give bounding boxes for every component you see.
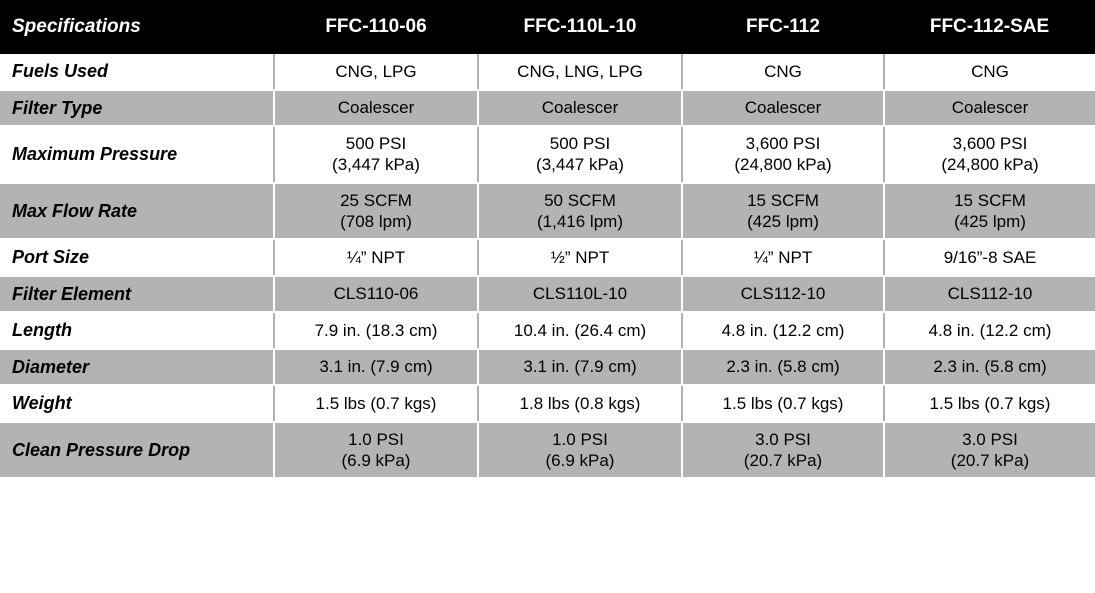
table-cell	[884, 90, 1095, 127]
table-cell	[478, 90, 682, 127]
cell-primary-value: ¼” NPT	[346, 247, 406, 267]
table-cell	[884, 312, 1095, 349]
header-column-2: FFC-110L-10	[478, 0, 682, 54]
table-row	[0, 239, 1095, 276]
cell-primary-value: 1.8 lbs (0.8 kgs)	[519, 393, 641, 413]
table-row	[0, 90, 1095, 127]
table-cell	[478, 54, 682, 90]
table-cell	[274, 126, 478, 183]
cell-primary-value: 15 SCFM	[954, 190, 1026, 210]
table-cell	[682, 183, 884, 240]
table-cell	[274, 54, 478, 90]
row-label: Length	[0, 312, 274, 349]
cell-primary-value: 500 PSI	[345, 134, 407, 153]
cell-primary-value: 9/16”-8 SAE	[943, 247, 1037, 267]
table-cell	[682, 126, 884, 183]
table-cell	[478, 312, 682, 349]
table-cell	[884, 183, 1095, 240]
cell-primary-value: CNG	[971, 61, 1009, 81]
table-cell	[274, 276, 478, 313]
cell-secondary-value: (6.9 kPa)	[341, 450, 411, 470]
row-label: Port Size	[0, 239, 274, 276]
table-cell	[884, 54, 1095, 90]
row-label: Filter Element	[0, 276, 274, 313]
table-cell	[274, 239, 478, 276]
cell-secondary-value: (708 lpm)	[340, 211, 412, 231]
table-body	[0, 54, 1095, 478]
cell-primary-value: 1.0 PSI	[348, 429, 404, 449]
row-label: Fuels Used	[0, 54, 274, 90]
table-row	[0, 54, 1095, 90]
cell-primary-value: 1.5 lbs (0.7 kgs)	[929, 393, 1051, 413]
table-cell	[274, 183, 478, 240]
cell-primary-value: ½” NPT	[550, 247, 610, 267]
table-row	[0, 276, 1095, 313]
cell-primary-value: CLS112-10	[740, 284, 826, 304]
cell-primary-value: 4.8 in. (12.2 cm)	[928, 320, 1052, 340]
cell-primary-value: Coalescer	[951, 98, 1029, 118]
table-cell	[682, 312, 884, 349]
table-row	[0, 385, 1095, 422]
cell-secondary-value: (24,800 kPa)	[941, 155, 1039, 175]
table-cell	[478, 385, 682, 422]
cell-primary-value: 2.3 in. (5.8 cm)	[933, 357, 1047, 377]
cell-primary-value: 3.0 PSI	[755, 429, 811, 449]
cell-secondary-value: (3,447 kPa)	[536, 155, 624, 175]
header-row	[0, 0, 1095, 54]
cell-primary-value: 4.8 in. (12.2 cm)	[721, 320, 845, 340]
cell-primary-value: 3.1 in. (7.9 cm)	[523, 357, 637, 377]
cell-primary-value: CNG, LPG	[335, 61, 417, 81]
cell-primary-value: Coalescer	[541, 98, 619, 118]
table-header	[0, 0, 1095, 54]
cell-primary-value: 15 SCFM	[747, 190, 819, 210]
cell-primary-value: 1.0 PSI	[552, 429, 608, 449]
cell-primary-value: 2.3 in. (5.8 cm)	[726, 357, 840, 377]
table-cell	[682, 90, 884, 127]
cell-primary-value: 3.1 in. (7.9 cm)	[319, 357, 433, 377]
table-cell	[884, 239, 1095, 276]
table-cell	[274, 349, 478, 386]
cell-primary-value: CNG	[764, 61, 802, 81]
cell-primary-value: 1.5 lbs (0.7 kgs)	[315, 393, 437, 413]
table-cell	[478, 349, 682, 386]
row-label: Max Flow Rate	[0, 183, 274, 240]
table-cell	[478, 276, 682, 313]
cell-secondary-value: (6.9 kPa)	[545, 450, 615, 470]
table-cell	[478, 126, 682, 183]
cell-secondary-value: (1,416 lpm)	[537, 211, 623, 231]
table-cell	[884, 349, 1095, 386]
cell-primary-value: ¼” NPT	[753, 247, 813, 267]
cell-primary-value: 3,600 PSI	[745, 134, 821, 153]
cell-primary-value: 500 PSI	[549, 134, 611, 153]
table-cell	[682, 422, 884, 479]
table-cell	[478, 239, 682, 276]
table-cell	[884, 385, 1095, 422]
table-cell	[682, 385, 884, 422]
cell-secondary-value: (20.7 kPa)	[950, 450, 1030, 470]
cell-primary-value: 25 SCFM	[340, 190, 412, 210]
cell-primary-value: Coalescer	[337, 98, 415, 118]
cell-primary-value: CLS110L-10	[532, 284, 628, 304]
row-label: Diameter	[0, 349, 274, 386]
header-column-1: FFC-110-06	[274, 0, 478, 54]
cell-primary-value: CLS112-10	[947, 284, 1033, 304]
table-cell	[478, 183, 682, 240]
table-cell	[274, 422, 478, 479]
table-row	[0, 349, 1095, 386]
header-column-4: FFC-112-SAE	[884, 0, 1095, 54]
cell-primary-value: Coalescer	[744, 98, 822, 118]
table-cell	[884, 422, 1095, 479]
row-label: Clean Pressure Drop	[0, 422, 274, 479]
table-row	[0, 183, 1095, 240]
cell-primary-value: 50 SCFM	[544, 190, 616, 210]
cell-primary-value: 3,600 PSI	[952, 134, 1028, 153]
cell-primary-value: 7.9 in. (18.3 cm)	[314, 320, 438, 340]
table-cell	[274, 312, 478, 349]
table-row	[0, 126, 1095, 183]
cell-secondary-value: (425 lpm)	[954, 211, 1026, 231]
table-cell	[884, 126, 1095, 183]
table-cell	[682, 54, 884, 90]
table-cell	[682, 239, 884, 276]
table-cell	[884, 276, 1095, 313]
cell-secondary-value: (20.7 kPa)	[743, 450, 823, 470]
cell-primary-value: 10.4 in. (26.4 cm)	[513, 320, 647, 340]
table-cell	[682, 349, 884, 386]
row-label: Weight	[0, 385, 274, 422]
table-row	[0, 312, 1095, 349]
table-row	[0, 422, 1095, 479]
row-label: Filter Type	[0, 90, 274, 127]
cell-primary-value: CNG, LNG, LPG	[517, 61, 643, 81]
row-label: Maximum Pressure	[0, 126, 274, 183]
cell-secondary-value: (24,800 kPa)	[734, 155, 832, 175]
header-specifications: Specifications	[0, 0, 274, 54]
table-cell	[682, 276, 884, 313]
cell-primary-value: CLS110-06	[333, 284, 419, 304]
cell-secondary-value: (425 lpm)	[747, 211, 819, 231]
table-cell	[274, 385, 478, 422]
cell-primary-value: 3.0 PSI	[962, 429, 1018, 449]
table-cell	[274, 90, 478, 127]
header-column-3: FFC-112	[682, 0, 884, 54]
cell-secondary-value: (3,447 kPa)	[332, 155, 420, 175]
cell-primary-value: 1.5 lbs (0.7 kgs)	[722, 393, 844, 413]
table-cell	[478, 422, 682, 479]
